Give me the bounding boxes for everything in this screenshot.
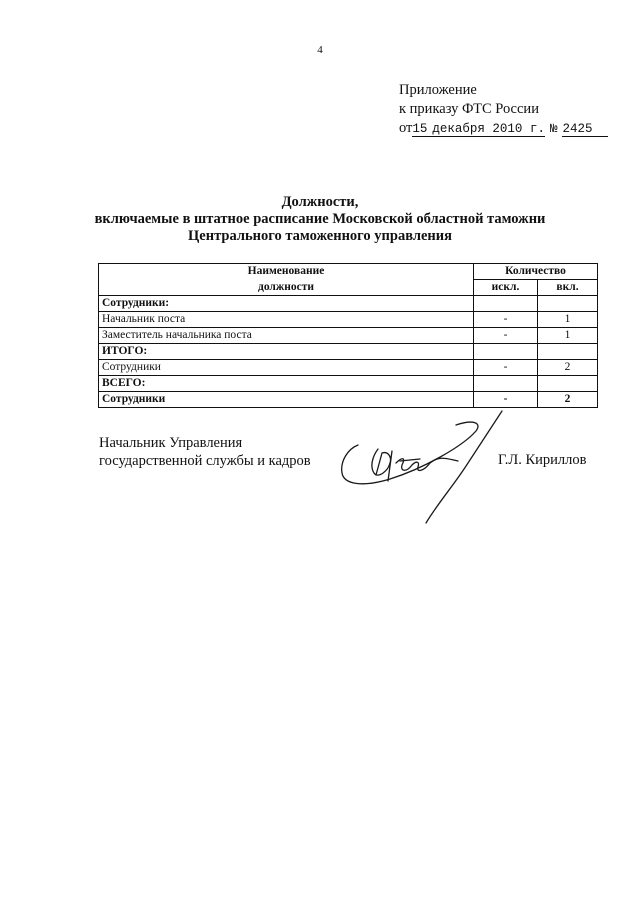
signature-block [99,434,311,470]
title-line-3: Центрального таможенного управления [188,228,452,244]
row-included: 2 [538,360,598,376]
row-excluded: - [474,328,538,344]
appendix-order-date [399,119,608,139]
document-title [0,194,640,245]
title-line-2: включаемые в штатное расписание Московской областной таможни [94,211,546,227]
row-included [538,344,598,360]
page-number: 4 [317,44,323,56]
positions-table [98,263,598,408]
row-name: Сотрудники [99,392,474,408]
row-name: ИТОГО: [99,344,474,360]
header-included: вкл. [538,280,598,296]
appendix-header [399,81,608,139]
row-included: 1 [538,312,598,328]
row-included: 1 [538,328,598,344]
row-included [538,376,598,392]
handwritten-signature [330,405,520,530]
order-month-year: декабря 2010 г. [432,122,545,136]
row-name: Сотрудники [99,360,474,376]
row-included [538,296,598,312]
header-excluded: искл. [474,280,538,296]
header-name-top: Наименование [99,264,474,280]
table-row [99,344,598,360]
row-excluded [474,376,538,392]
table-row [99,360,598,376]
header-name-bottom: должности [99,280,474,296]
row-name: Сотрудники: [99,296,474,312]
table-row [99,312,598,328]
row-name: ВСЕГО: [99,376,474,392]
row-excluded [474,296,538,312]
signatory-title-line-1: Начальник Управления [99,435,243,451]
row-name: Заместитель начальника поста [99,328,474,344]
row-excluded: - [474,360,538,376]
signatory-title-line-2: государственной службы и кадров [99,453,311,469]
appendix-label: Приложение [399,82,477,98]
order-number: 2425 [562,122,607,137]
order-number-sign: № [549,122,558,136]
row-name: Начальник поста [99,312,474,328]
row-included: 2 [538,392,598,408]
row-excluded: - [474,312,538,328]
row-excluded [474,344,538,360]
table-row [99,376,598,392]
row-excluded: - [474,392,538,408]
table-row [99,296,598,312]
order-day: 15 декабря 2010 г. [412,122,545,136]
table-row [99,328,598,344]
header-quantity: Количество [474,264,598,280]
appendix-order-ref: к приказу ФТС России [399,101,539,117]
title-line-1: Должности, [281,194,359,210]
signatory-name: Г.Л. Кириллов [498,452,587,468]
order-date-prefix: от [399,120,413,136]
